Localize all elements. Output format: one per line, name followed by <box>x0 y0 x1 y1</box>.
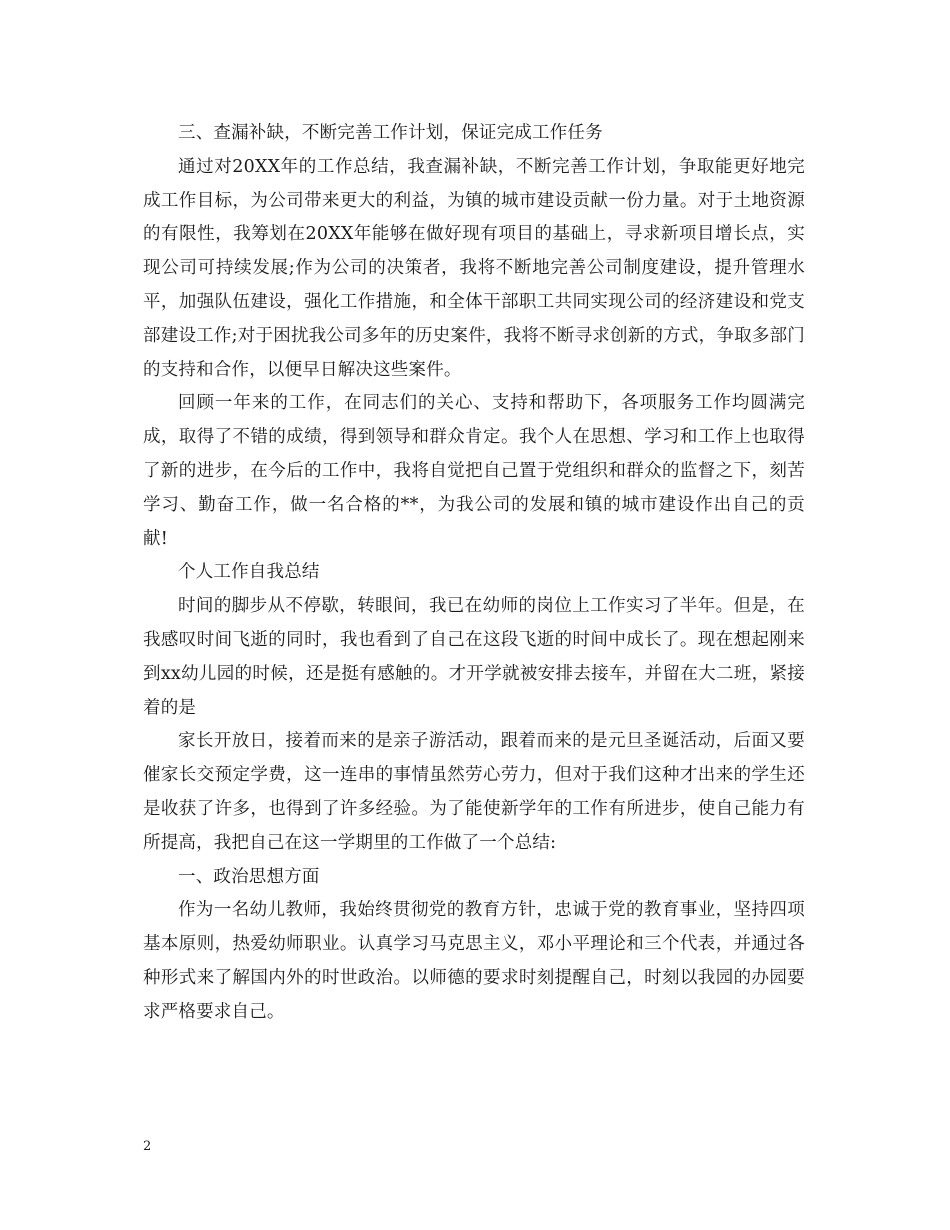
document-title: 个人工作自我总结 <box>178 562 320 583</box>
page-number: 2 <box>143 1139 152 1154</box>
body-paragraph: 时间的脚步从不停歇，转眼间，我已在幼师的岗位上工作实习了半年。但是，在我感叹时间飞逝的同时，我也看到了自己在这段飞逝的时间中成长了。现在想起刚来到xx幼儿园的时候，还是挺有感触的。才开学就被安排去接车，并留在大二班，紧接着的是 <box>143 596 805 718</box>
body-paragraph: 作为一名幼儿教师，我始终贯彻党的教育方针，忠诚于党的教育事业，坚持四项基本原则，热爱幼师职业。认真学习马克思主义，邓小平理论和三个代表，并通过各种形式来了解国内外的时世政治。以师德的要求时刻提醒自己，时刻以我园的办园要求严格要求自己。 <box>143 900 805 1022</box>
body-paragraph: 家长开放日，接着而来的是亲子游活动，跟着而来的是元旦圣诞活动，后面又要催家长交预定学费，这一连串的事情虽然劳心劳力，但对于我们这种才出来的学生还是收获了许多，也得到了许多经验。为了能使新学年的工作有所进步，使自己能力有所提高，我把自己在这一学期里的工作做了一个总结: <box>143 731 805 853</box>
body-paragraph: 回顾一年来的工作，在同志们的关心、支持和帮助下，各项服务工作均圆满完成，取得了不错的成绩，得到领导和群众肯定。我个人在思想、学习和工作上也取得了新的进步，在今后的工作中，我将自觉把自己置于党组织和群众的监督之下，刻苦学习、勤奋工作，做一名合格的**，为我公司的发展和镇的城市建设作出自己的贡献! <box>143 393 805 549</box>
document-page <box>143 117 805 1030</box>
section-heading-3: 三、查漏补缺，不断完善工作计划，保证完成工作任务 <box>178 123 603 143</box>
section-heading-1: 一、政治思想方面 <box>178 866 320 887</box>
body-paragraph: 通过对20XX年的工作总结，我查漏补缺，不断完善工作计划，争取能更好地完成工作目标，为公司带来更大的利益，为镇的城市建设贡献一份力量。对于土地资源的有限性，我筹划在20XX年能够在做好现有项目的基础上，寻求新项目增长点，实现公司可持续发展;作为公司的决策者，我将不断地完善公司制度建设，提升管理水平，加强队伍建设，强化工作措施，和全体干部职工共同实现公司的经济建设和党支部建设工作;对于困扰我公司多年的历史案件，我将不断寻求创新的方式，争取多部门的支持和合作，以便早日解决这些案件。 <box>143 156 805 380</box>
